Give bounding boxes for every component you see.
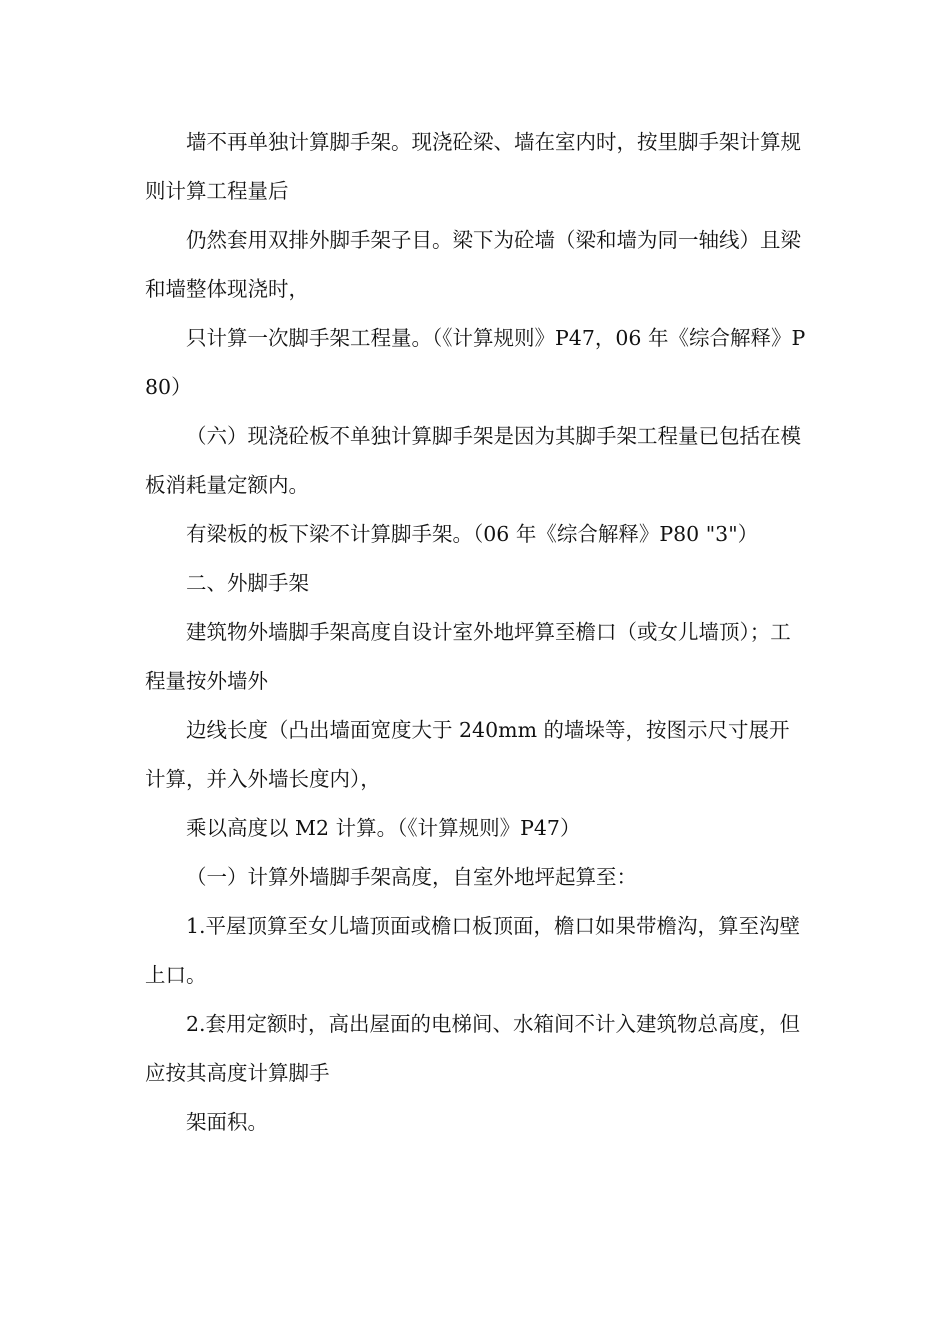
paragraph: 有梁板的板下梁不计算脚手架。（06 年《综合解释》P80 "3"） [186, 522, 759, 546]
paragraph: （六）现浇砼板不单独计算脚手架是因为其脚手架工程量已包括在模板消耗量定额内。 [145, 424, 801, 497]
paragraph: 乘以高度以 M2 计算。（《计算规则》P47） [186, 816, 581, 840]
paragraph: 墙不再单独计算脚手架。现浇砼梁、墙在室内时，按里脚手架计算规则计算工程量后 [145, 130, 801, 203]
paragraph: 只计算一次脚手架工程量。（《计算规则》P47，06 年《综合解释》P80） [145, 326, 806, 399]
paragraph: 边线长度（凸出墙面宽度大于 240mm 的墙垛等，按图示尺寸展开计算，并入外墙长度内）， [145, 718, 790, 791]
paragraph: 仍然套用双排外脚手架子目。梁下为砼墙（梁和墙为同一轴线）且梁和墙整体现浇时， [145, 228, 801, 301]
paragraph: 建筑物外墙脚手架高度自设计室外地坪算至檐口（或女儿墙顶）；工程量按外墙外 [145, 620, 791, 693]
list-item: 2.套用定额时，高出屋面的电梯间、水箱间不计入建筑物总高度，但应按其高度计算脚手 [145, 1012, 801, 1085]
document-body [145, 118, 810, 1147]
paragraph: （一）计算外墙脚手架高度，自室外地坪起算至： [186, 865, 637, 889]
paragraph: 架面积。 [186, 1110, 268, 1134]
list-item: 1.平屋顶算至女儿墙顶面或檐口板顶面，檐口如果带檐沟，算至沟壁上口。 [145, 914, 801, 987]
section-heading: 二、外脚手架 [186, 571, 309, 595]
